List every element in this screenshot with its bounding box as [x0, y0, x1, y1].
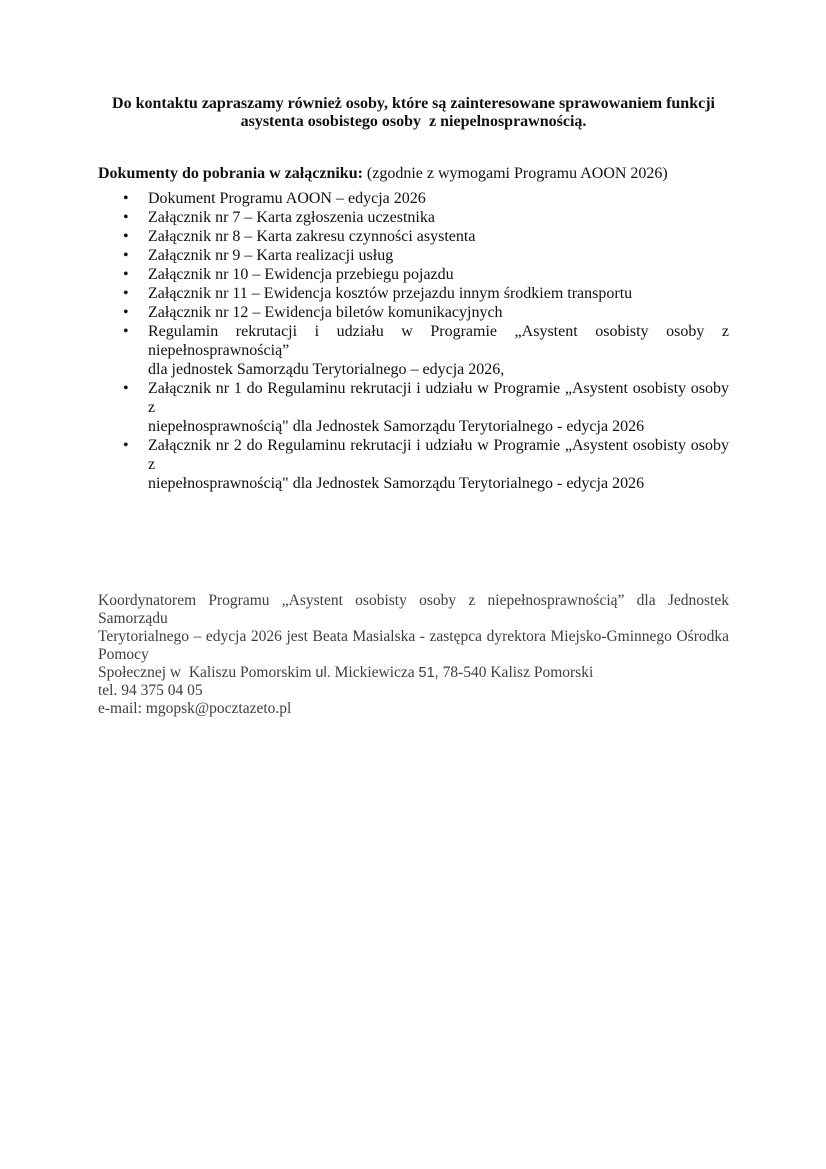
list-item	[98, 227, 729, 246]
footer-line-1: Koordynatorem Programu „Asystent osobisty osoby z niepełnosprawnością” dla Jednostek Samorządu	[98, 592, 729, 627]
list-item-line: • Załącznik nr 12 – Ewidencja biletów komunikacyjnych	[148, 304, 503, 321]
page-content	[98, 95, 729, 718]
list-item-line: • Załącznik nr 2 do Regulaminu rekrutacji i udziału w Programie „Asystent osobisty osoby z	[148, 437, 729, 473]
list-item-line: • Załącznik nr 11 – Ewidencja kosztów przejazdu innym środkiem transportu	[148, 285, 633, 302]
list-item-line: • Załącznik nr 1 do Regulaminu rekrutacji i udziału w Programie „Asystent osobisty osoby z	[148, 380, 729, 416]
page-title-line-2: asystenta osobistego osoby z niepelnosprawnością.	[240, 112, 587, 130]
list-item-line: • Dokument Programu AOON – edycja 2026	[148, 190, 426, 207]
list-item-line: niepełnosprawnością" dla Jednostek Samorządu Terytorialnego - edycja 2026	[148, 475, 645, 492]
footer-address-part3: 78-540 Kalisz Pomorski	[438, 664, 594, 681]
footer-email: e-mail: mgopsk@pocztazeto.pl	[98, 700, 292, 717]
list-item	[98, 303, 729, 322]
list-item-line: niepełnosprawnością" dla Jednostek Samorządu Terytorialnego - edycja 2026	[148, 418, 645, 435]
list-item	[98, 208, 729, 227]
list-item	[98, 189, 729, 208]
list-item-line: • Regulamin rekrutacji i udziału w Programie „Asystent osobisty osoby z niepełnosprawnością”	[148, 323, 729, 359]
downloads-list	[98, 189, 729, 493]
footer-address-part1: Społecznej w Kaliszu Pomorskim	[98, 664, 316, 681]
list-item-line: • Załącznik nr 10 – Ewidencja przebiegu pojazdu	[148, 266, 454, 283]
footer-phone: tel. 94 375 04 05	[98, 682, 203, 699]
list-item	[98, 436, 729, 493]
list-item	[98, 284, 729, 303]
list-item	[98, 322, 729, 379]
list-item	[98, 379, 729, 436]
list-item-line: • Załącznik nr 9 – Karta realizacji usług	[148, 247, 394, 264]
footer-address-line	[98, 664, 729, 682]
footer-address-part2: Mickiewicza	[330, 664, 419, 681]
footer-line-2: Terytorialnego – edycja 2026 jest Beata Masialska - zastępca dyrektora Miejsko-Gminnego Ośrodka Pomocy	[98, 628, 729, 663]
list-item	[98, 246, 729, 265]
downloads-section-title-note: (zgodnie z wymogami Programu AOON 2026)	[362, 165, 668, 182]
list-item	[98, 265, 729, 284]
downloads-section-title-bold: Dokumenty do pobrania w załączniku:	[98, 165, 363, 182]
list-item-line: • Załącznik nr 7 – Karta zgłoszenia uczestnika	[148, 209, 435, 226]
footer-street-number: 51,	[418, 665, 439, 681]
footer-street-abbrev: ul.	[315, 665, 331, 681]
page-title	[98, 95, 729, 130]
list-item-line: • Załącznik nr 8 – Karta zakresu czynności asystenta	[148, 228, 476, 245]
list-item-line: dla jednostek Samorządu Terytorialnego – edycja 2026,	[148, 361, 505, 378]
downloads-section-title	[98, 165, 729, 183]
page-title-line-1: Do kontaktu zapraszamy również osoby, które są zainteresowane sprawowaniem funkcji	[112, 95, 715, 112]
coordinator-footer	[98, 592, 729, 718]
